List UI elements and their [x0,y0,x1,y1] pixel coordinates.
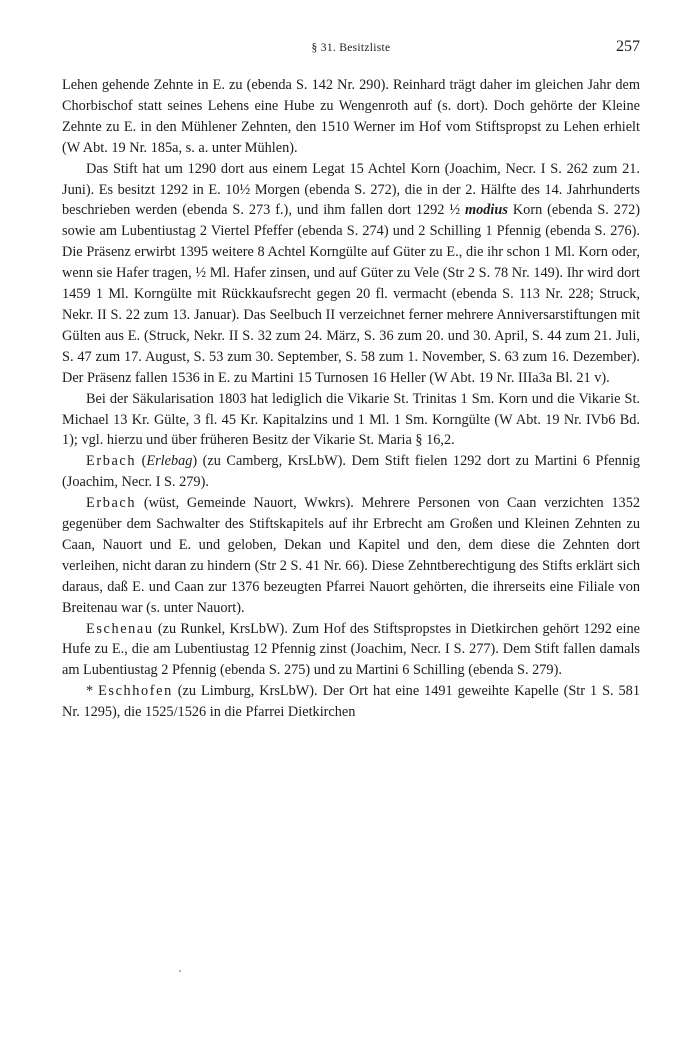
running-head: § 31. Besitzliste [311,42,391,54]
body-text [62,75,640,723]
paragraph [62,493,640,618]
paragraph [62,451,640,493]
paragraph [62,159,640,389]
entry-heading: Eschhofen [98,683,173,700]
text-run: (zu Limburg, KrsLbW). Der Ort hat eine 1491 geweihte Kapelle (Str 1 S. 581 Nr. 1295), die 1525/1526 in die Pfarrei Dietkirchen [62,683,640,721]
paragraph [62,75,640,159]
text-run: Das Stift hat um 1290 dort aus einem Legat 15 Achtel Korn (Joachim, Necr. I S. 262 zum 21. Juni). Es besitzt 1292 in E. 10½ Morgen (ebenda S. 272), die in der 2. Hälfte des 14. Jahrhunderts beschrieben werden (ebenda S. 273 f.), und ihm fallen dort 1292 ½ [62,160,640,219]
text-run: Lehen gehende Zehnte in E. zu (ebenda S. 142 Nr. 290). Reinhard trägt daher im gleichen Jahr dem Chorbischof statt seines Lehens eine Hube zu Wengenroth auf (s. dort). Doch gehörte der Kleine Zehnte zu E. in den Mühlener Zehnten, den 1510 Werner im Hof vom Stiftspropst zu Lehen erhielt (W Abt. 19 Nr. 185a, s. a. unter Mühlen). [62,77,640,156]
emphasis: modius [465,202,508,219]
page-number: 257 [616,38,640,55]
text-run: Korn (ebenda S. 272) sowie am Lubentiustag 2 Viertel Pfeffer (ebenda S. 274) und 2 Schilling 1 Pfennig (ebenda S. 276). Die Präsenz erwirbt 1395 weitere 8 Achtel Korngülte auf Güter zu E., die ihr schon 1 Ml. Korn oder, wenn sie Hafer tragen, ½ Ml. Hafer zinsen, und auf Güter zu Vele (Str 2 S. 78 Nr. 149). Ihr wird dort 1459 1 Ml. Korngülte mit Rückkaufsrecht gegen 20 fl. vermacht (ebenda S. 113 Nr. 228; Struck, Nekr. II S. 22 zum 13. Januar). Das Seelbuch II verzeichnet ferner mehrere Anniversarstiftungen mit Gülten aus E. (Struck, Nekr. II S. 32 zum 24. März, S. 36 zum 20. und 30. April, S. 44 zum 21. Juli, S. 47 zum 17. August, S. 53 zum 30. September, S. 58 zum 1. November, S. 63 zum 16. Dezember). Der Präsenz fallen 1536 in E. zu Martini 15 Turnosen 16 Heller (W Abt. 19 Nr. IIIa3a Bl. 21 v). [62,202,641,386]
text-run: ( [136,453,147,470]
text-run: ) (zu Camberg, KrsLbW). Dem Stift fielen 1292 dort zu Martini 6 Pfennig (Joachim, Necr. I S. 279). [62,453,640,491]
entry-heading: Erbach [86,453,137,470]
paragraph [62,681,640,723]
paragraph [62,389,640,452]
emphasis: Erlebag [146,453,193,470]
scan-speck [179,970,181,972]
entry-heading: Eschenau [86,620,154,637]
paragraph [62,619,640,682]
text-run: * [86,683,99,700]
text-run: (wüst, Gemeinde Nauort, Wwkrs). Mehrere Personen von Caan verzichten 1352 gegenüber dem Sachwalter des Stiftskapitels auf ihr Erbrecht am Großen und Kleinen Zehnten zu Caan, Nauort und E. und geloben, Dekan und Kapitel und den, dem diese die Zehnten dort verleihen, nicht daran zu hindern (Str 2 S. 41 Nr. 66). Diese Zehntberechtigung des Stifts erklärt sich daraus, daß E. und Caan zur 1376 bezeugten Pfarrei Nauort gehörten, die ihrerseits eine Filiale von Breitenau war (s. unter Nauort). [62,495,640,616]
entry-heading: Erbach [86,495,137,512]
page-header [62,38,640,62]
text-run: Bei der Säkularisation 1803 hat lediglich die Vikarie St. Trinitas 1 Sm. Korn und die Vikarie St. Michael 13 Kr. Gülte, 3 fl. 45 Kr. Kapitalzins und 1 Ml. 1 Sm. Korngülte (W Abt. 19 Nr. IVb6 Bd. 1); vgl. hierzu und über früheren Besitz der Vikarie St. Maria § 16,2. [62,390,640,449]
text-run: (zu Runkel, KrsLbW). Zum Hof des Stiftspropstes in Dietkirchen gehört 1292 eine Hufe zu E., die am Lubentiustag 12 Pfennig zinst (Joachim, Necr. I S. 277). Dem Stift fallen damals am Lubentiustag 2 Pfennig (ebenda S. 275) und zu Martini 6 Schilling (ebenda S. 279). [62,620,640,679]
